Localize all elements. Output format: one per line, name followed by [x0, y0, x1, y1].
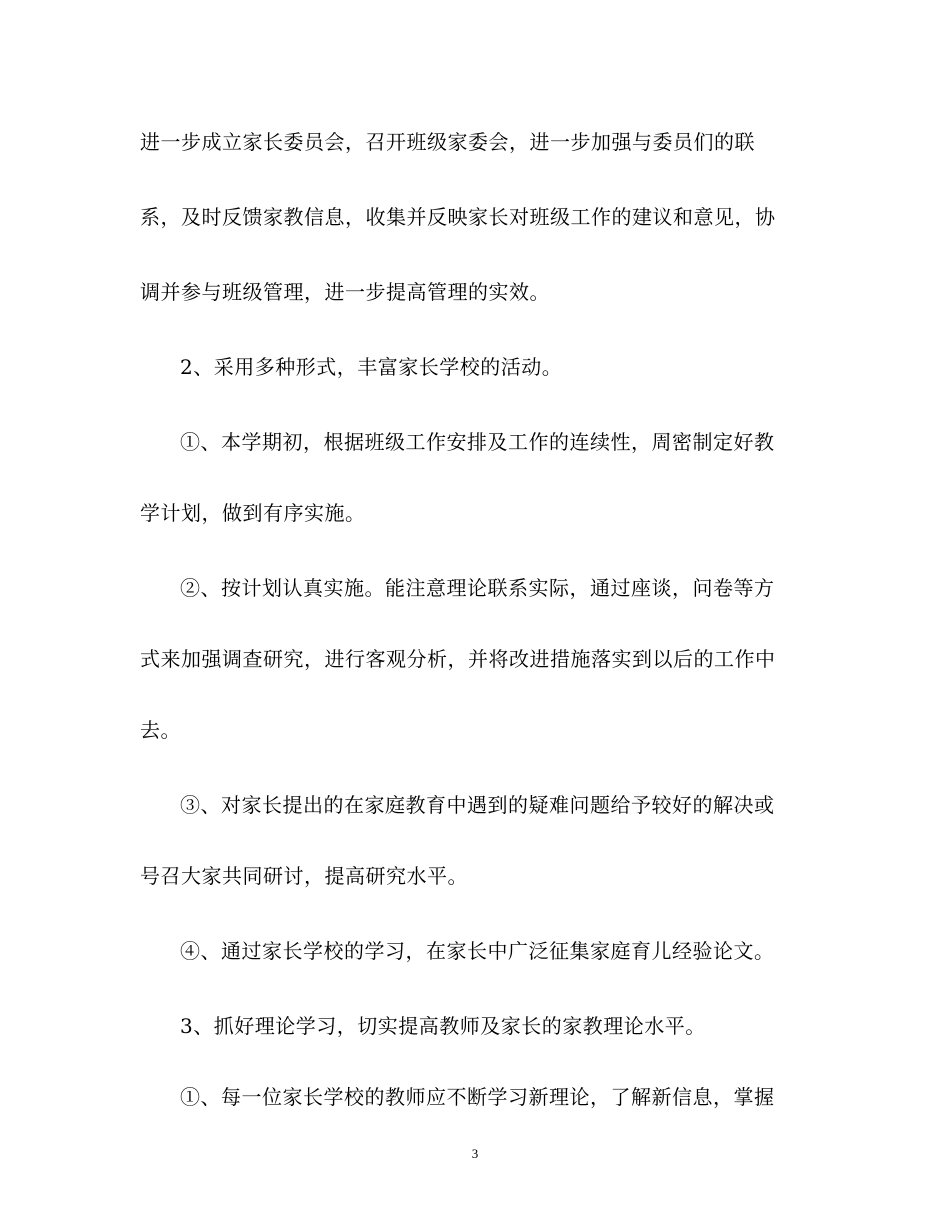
text-line: 3、抓好理论学习，切实提高教师及家长的家教理论水平。 — [180, 1014, 706, 1038]
text-line: ③、对家长提出的在家庭教育中遇到的疑难问题给予较好的解决或 — [180, 793, 775, 817]
text-line: 进一步成立家长委员会，召开班级家委会，进一步加强与委员们的联 — [140, 130, 755, 154]
text-line: 去。 — [140, 718, 181, 742]
text-line: ②、按计划认真实施。能注意理论联系实际，通过座谈，问卷等方 — [180, 576, 775, 600]
text-line: ①、本学期初，根据班级工作安排及工作的连续性，周密制定好教 — [180, 430, 775, 454]
text-line: 调并参与班级管理，进一步提高管理的实效。 — [140, 280, 550, 304]
text-line: ④、通过家长学校的学习，在家长中广泛征集家庭育儿经验论文。 — [180, 939, 775, 963]
text-line: 系，及时反馈家教信息，收集并反映家长对班级工作的建议和意见，协 — [140, 205, 776, 229]
text-line: ①、每一位家长学校的教师应不断学习新理论，了解新信息，掌握 — [180, 1085, 775, 1109]
text-line: 号召大家共同研讨，提高研究水平。 — [140, 864, 468, 888]
text-line: 学计划，做到有序实施。 — [140, 501, 366, 525]
text-line: 2、采用多种形式，丰富家长学校的活动。 — [180, 355, 563, 379]
page-number: 3 — [471, 1146, 479, 1161]
text-line: 式来加强调查研究，进行客观分析，并将改进措施落实到以后的工作中 — [140, 647, 776, 671]
